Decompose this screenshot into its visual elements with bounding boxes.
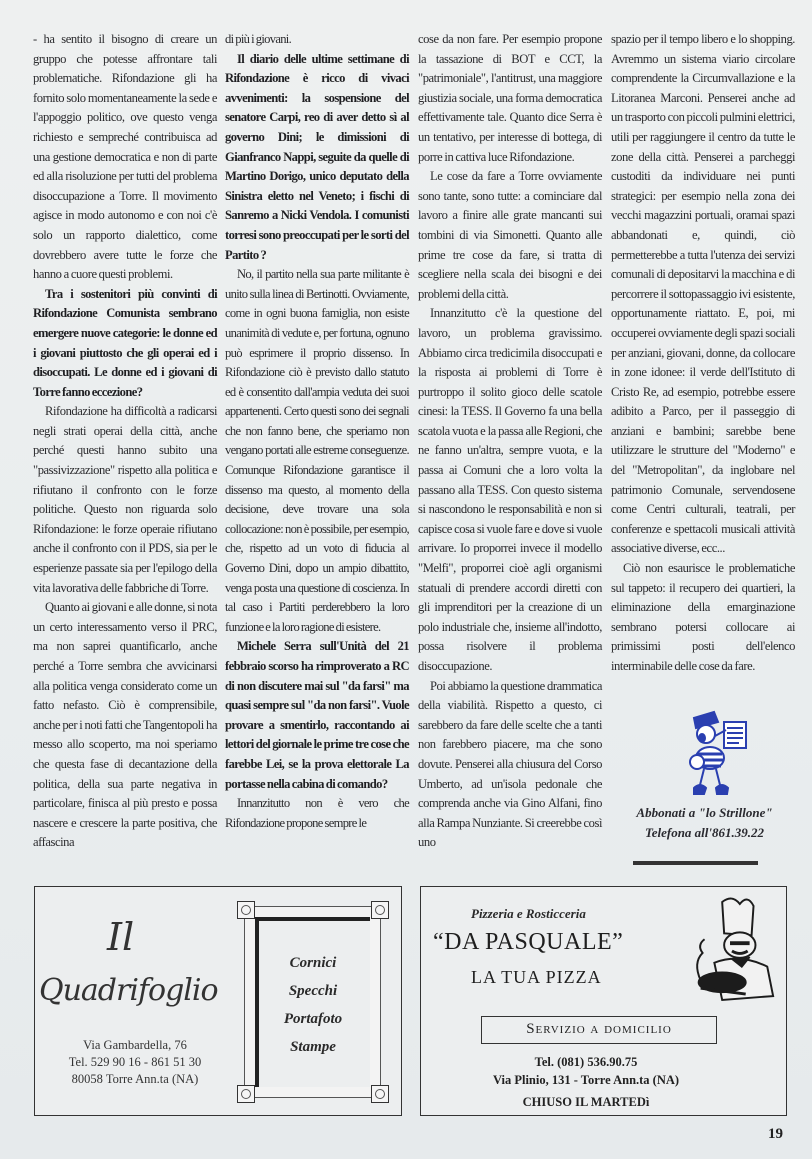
article-paragraph: spazio per il tempo libero e lo shopping. Avremmo un sistema viario circolare comprendente la Circumvallazione e la Litoranea Marconi. Penserei anche ad un trasporto con piccoli pulmini elettrici, utili per raggiungere il centro da tutte le zone della città. Penserei a parcheggi custoditi da individuare nei punti strategici: per esempio nella zona dei vecchi magazzini portuali, oramai spazi abbandonati e, quindi, ciò permetterebbe a tutta l'utenza dei servizi comunali di depositarvi la macchina e di percorrere il sottopassaggio ivi esistente, opportunamente riattato. E, poi, mi occuperei ovviamente degli spazi sociali per anziani, giovani, donne, da collocare in zone idonee: il verde dell'Istituto di Cristo Re, ad esempio, potrebbe essere adibito a Parco, per il passeggio di anziani e bambini; sarebbe bene utilizzare le strutture del "Moderno" e del "Metropolitan", da inglobare nel patrimonio Comunale, servendosene come Centri culturali, teatrali, per conferenze e spettacoli musicali attività associative diverse, ecc...	[611, 32, 795, 556]
ad-business-type: Pizzeria e Rosticceria	[471, 906, 586, 921]
product-item: Portafoto	[283, 1011, 343, 1027]
frame-corner	[237, 901, 255, 919]
ad-business-name: “DA PASQUALE”	[433, 929, 624, 955]
article-paragraph: Le cose da fare a Torre ovviamente sono tante, sono tutte: a cominciare dal lavoro a finire alle grate mancanti sui tombini di via Simonetti. Quanto alle prime tre cose da fare, si tratta di scegliere nella scala dei bisogni e dei problemi della città.	[418, 169, 602, 301]
article-paragraph: Rifondazione ha difficoltà a radicarsi negli strati operai della città, anche perché questi hanno subito una "passivizzazione" rispetto alla politica e rifiutano il confronto con le forze politiche. Questo non riguarda solo Rifondazione: le forze operaie rifiutano anche il confronto con il PDS, sia per le esperienze passate sia per l'epilogo della vita lavorativa delle fabbriche di Torre.	[33, 404, 217, 595]
subscribe-phone: Telefona all'861.39.22	[644, 825, 765, 840]
article-column-4	[611, 30, 795, 677]
product-item: Specchi	[288, 983, 338, 999]
article-paragraph: No, il partito nella sua parte militante è unito sulla linea di Bertinotti. Ovviamente, come in ogni buona famiglia, non esiste unanimità di vedute e, per fortuna, ognuno può esprimere il proprio dissenso. In Rifondazione ciò è previsto dallo statuto ed è consentito dall'ampia veduta dei suoi appartenenti. Certo questi sono dei segnali che non fanno bene, che speriamo non vengano portati alle estreme conseguenze. Comunque Rifondazione garantisce il dissenso ma questo, al momento della decisione, deve trovare una sola collocazione: non è possibile, per esempio, che, rispetto ad un voto di fiducia al Governo Dini, dopo un ampio dibattito, venga posta una questione di coscienza. In tal caso i Partiti perderebbero la loro funzione e la loro ragione di esistere.	[225, 267, 409, 634]
ad-phone: Tel. (081) 536.90.75	[534, 1055, 638, 1069]
product-item: Cornici	[289, 955, 337, 971]
ad-logo-quadrifoglio: Quadrifoglio	[39, 973, 218, 1008]
interview-question: Tra i sostenitori più convinti di Rifondazione Comunista sembrano emergere nuove categorie: le donne ed i giovani piuttosto che gli operai ed i disoccupati. Le donne ed i giovani di Torre fanno eccezione?	[33, 286, 217, 399]
home-delivery-banner: Servizio a domicilio	[481, 1016, 717, 1044]
interview-question: Il diario delle ultime settimane di Rifondazione è ricco di vivaci avvenimenti: la sospensione del senatore Carpi, reo di aver detto sì al governo Dini; le dimissioni di Gianfranco Nappi, seguite da quelle di Martino Dorigo, unico deputato della Sinistra eletto nel Veneto; i fischi di Sanremo a Nicki Vendola. I comunisti torresi sono preoccupati per le sorti del Partito ?	[225, 51, 409, 262]
article-paragraph: cose da non fare. Per esempio propone la tassazione di BOT e CCT, la "patrimoniale", l'antitrust, una maggiore giustizia sociale, una forma democratica effettivamente tale. Quanto dice Serra è un tentativo, per interesse di bottega, di porre in cattiva luce Rifondazione.	[418, 32, 602, 164]
divider	[633, 861, 758, 865]
article-paragraph: Quanto ai giovani e alle donne, si nota un certo interessamento verso il PRC, ma non saprei quantificarlo, anche perché a Torre sembra che avvicinarsi alla politica venga considerato come un fatto nefasto. Ciò è comprensibile, anche per i noti fatti che Tangentopoli ha messo allo scoperto, ma noi speriamo che questa fase di decantazione della politica, della sua parte negativa in particolare, finisca al più presto e possa nascere e crescere la parte positiva, che affascina	[33, 600, 218, 850]
article-column-1	[33, 30, 217, 853]
ad-city: 80058 Torre Ann.ta (NA)	[71, 1072, 199, 1086]
ad-phone: Tel. 529 90 16 - 861 51 30	[68, 1055, 202, 1069]
article-paragraph: Innanzitutto non è vero che Rifondazione propone sempre le	[225, 796, 409, 830]
ad-contact	[421, 1053, 751, 1089]
ad-quadrifoglio	[34, 886, 402, 1116]
ad-slogan: LA TUA PIZZA	[471, 967, 602, 987]
product-list	[257, 949, 369, 1061]
subscribe-line: Abbonati a "lo Strillone"	[636, 805, 773, 820]
article-column-3	[418, 30, 602, 853]
ad-closing-day: CHIUSO IL MARTEDì	[522, 1095, 650, 1109]
article-paragraph: Ciò non esaurisce le problematiche sul tappeto: il recupero dei quartieri, la eliminazione della emarginazione sembrano potersi collocare ai primissimi posti dell'elenco interminabile delle cose da fare.	[611, 561, 795, 673]
article-column-2	[225, 30, 409, 833]
frame-corner	[371, 901, 389, 919]
product-item: Stampe	[290, 1039, 336, 1055]
ad-contact	[45, 1037, 225, 1088]
article-paragraph: Poi abbiamo la questione drammatica della viabilità. Rispetto a questo, ci sarebbero da fare delle scelte che a tanti non farebbero piacere, ma che sono dovute. Penserei alla chiusura del Corso Umberto, ad un'isola pedonale che comprenda anche via Gino Alfani, fino alla Rampa Nunziante. Si creerebbe così uno	[418, 678, 602, 850]
article-paragraph: di più i giovani.	[225, 32, 292, 46]
ad-address: Via Plinio, 131 - Torre Ann.ta (NA)	[492, 1073, 680, 1087]
newsboy-mascot-icon	[680, 710, 750, 800]
frame-corner	[237, 1085, 255, 1103]
chef-icon	[683, 893, 779, 1008]
subscribe-notice	[612, 803, 797, 843]
ad-da-pasquale	[420, 886, 787, 1116]
interview-question: Michele Serra sull'Unità del 21 febbraio scorso ha rimproverato a RC di non discutere mai sul "da farsi" ma quasi sempre sul "da non farsi". Vuole provare a smentirlo, raccontando ai lettori del giornale le prime tre cose che farebbe Lei, se la prova elettorale La portasse nella cabina di comando?	[225, 639, 409, 791]
article-paragraph: Innanzitutto c'è la questione del lavoro, un problema gravissimo. Abbiamo circa tredicimila disoccupati e la risposta ai problemi di Torre è purtroppo il solito gioco delle scatole cinesi: la TESS. Il Governo fa una bella scatola vuota e la passa alle Regioni, che ne fanno un'altra, sempre vuota, e la passa ai Comuni che a loro volta la passano alla TESS. Con questo sistema si nascondono le responsabilità e non si capisce cosa si vuole fare e dove si vuole arrivare. Io proporrei invece il modello "Melfi", proporrei cioè agli organismi statuali di prendere accordi diretti con gli imprenditori per la creazione di un polo industriale che, insieme all'indotto, possa risolvere il problema disoccupazione.	[418, 306, 602, 673]
ad-logo-il: Il	[107, 915, 135, 959]
frame-corner	[371, 1085, 389, 1103]
page-number: 19	[768, 1126, 783, 1142]
picture-frame-graphic	[235, 899, 391, 1105]
article-paragraph: - ha sentito il bisogno di creare un gruppo che potesse affrontare tali problematiche. Rifondazione gli ha fornito solo momentaneamente la sede e l'appoggio politico, ove questo venga richiesto e sempreché contribuisca ad una gestione democratica e non di parte ed alla risoluzione per tutti del problema disoccupazione a Torre. Il movimento agisce in modo autonomo e con noi c'è solo un rapporto dialettico, come dovrebbero avere tutte le forze che hanno a cuore questi problemi.	[33, 32, 217, 282]
ad-address: Via Gambardella, 76	[83, 1038, 187, 1052]
